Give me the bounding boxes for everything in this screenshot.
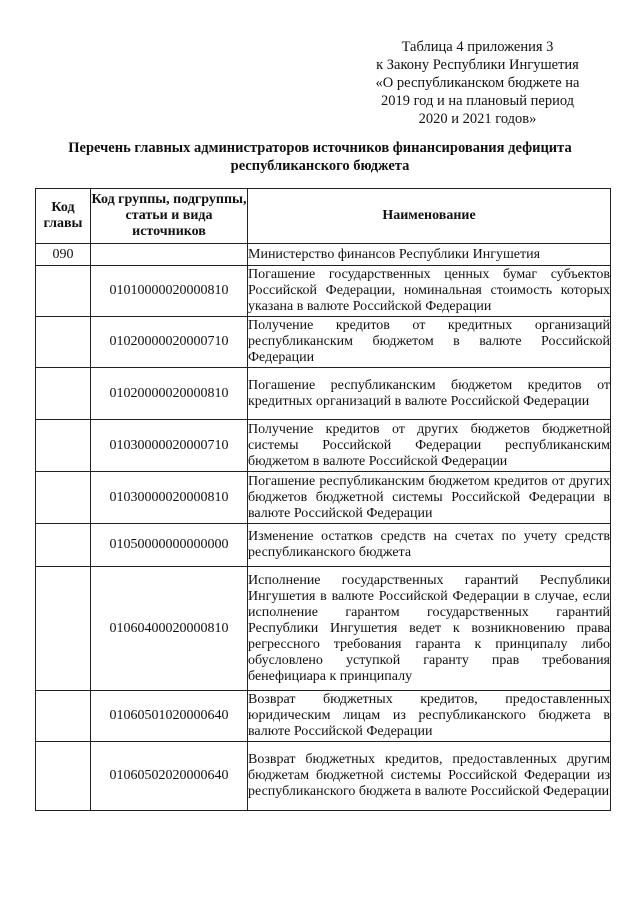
name-cell: [248, 368, 611, 420]
table-header-row: [36, 189, 611, 244]
name-cell: [248, 472, 611, 524]
name-cell: [248, 266, 611, 317]
appendix-note-line: 2019 год и на плановый период: [380, 93, 575, 109]
table-row: [36, 524, 611, 567]
appendix-note-line: к Закону Республики Ингушетия: [376, 57, 579, 73]
name-cell: [248, 420, 611, 472]
name-text: Министерство финансов Республики Ингушетия: [248, 246, 541, 262]
name-text: Исполнение государственных гарантий Республики Ингушетия в валюте Российской Федерации в случае, если исполнение гарантом государственных гарантий Республики Ингушетия ведет к возникновению права регрессного требования гаранта к принципалу либо обусловлено уступкой гаранту прав требования бенефициара к принципалу: [248, 572, 610, 684]
chapter-code-cell: [36, 420, 91, 472]
name-cell: [248, 317, 611, 368]
document-title: [30, 139, 610, 175]
chapter-code-cell: [36, 368, 91, 420]
table-row: [36, 420, 611, 472]
header-source-code: Код группы, подгруппы, статьи и вида источников: [91, 189, 248, 244]
chapter-code-cell: [36, 742, 91, 811]
header-chapter-code: Код главы: [36, 189, 91, 244]
source-code-cell: 01020000020000810: [91, 368, 248, 420]
name-text: Изменение остатков средств на счетах по учету средств республиканского бюджета: [248, 529, 610, 560]
table-row: [36, 742, 611, 811]
source-code-cell: 01010000020000810: [91, 266, 248, 317]
source-code-cell: 01050000000000000: [91, 524, 248, 567]
table-row: [36, 567, 611, 691]
name-text: Погашение республиканским бюджетом кредитов от других бюджетов бюджетной системы Российской Федерации в валюте Российской Федерации: [248, 473, 610, 521]
name-cell: [248, 742, 611, 811]
source-code-cell: 01060501020000640: [91, 691, 248, 742]
chapter-code-cell: [36, 472, 91, 524]
document-title-line: республиканского бюджета: [230, 158, 410, 174]
name-cell: [248, 691, 611, 742]
name-cell: [248, 567, 611, 691]
document-title-line: Перечень главных администраторов источников финансирования дефицита: [68, 140, 572, 156]
chapter-code-cell: [36, 524, 91, 567]
appendix-note-line: «О республиканском бюджете на: [375, 75, 580, 91]
name-cell: [248, 524, 611, 567]
source-code-cell: 01060400020000810: [91, 567, 248, 691]
table-row: [36, 472, 611, 524]
appendix-note-line: Таблица 4 приложения 3: [401, 39, 554, 55]
name-text: Получение кредитов от других бюджетов бюджетной системы Российской Федерации республиканским бюджетом в валюте Российской Федерации: [248, 421, 610, 469]
header-name: Наименование: [248, 189, 611, 244]
table-body: [36, 244, 611, 811]
source-code-cell: [91, 244, 248, 266]
appendix-note-line: 2020 и 2021 годов»: [418, 111, 537, 127]
source-code-cell: 01020000020000710: [91, 317, 248, 368]
table-row: [36, 691, 611, 742]
name-text: Погашение республиканским бюджетом кредитов от кредитных организаций в валюте Российской Федерации: [248, 377, 610, 409]
name-text: Получение кредитов от кредитных организаций республиканским бюджетом в валюте Российской Федерации: [248, 318, 610, 365]
name-text: Возврат бюджетных кредитов, предоставленных юридическим лицам из республиканского бюджета в валюте Российской Федерации: [248, 692, 610, 739]
chapter-code-cell: [36, 691, 91, 742]
name-text: Возврат бюджетных кредитов, предоставленных другим бюджетам бюджетной системы Российской Федерации из республиканского бюджета в валюте Российской Федерации: [248, 752, 610, 799]
chapter-code-cell: [36, 266, 91, 317]
chapter-code-cell: [36, 317, 91, 368]
table-row: [36, 266, 611, 317]
chapter-code-cell: 090: [36, 244, 91, 266]
source-code-cell: 01030000020000710: [91, 420, 248, 472]
name-cell: [248, 244, 611, 266]
table-row: [36, 368, 611, 420]
sources-table: [35, 188, 611, 811]
table-row: [36, 244, 611, 266]
source-code-cell: 01060502020000640: [91, 742, 248, 811]
source-code-cell: 01030000020000810: [91, 472, 248, 524]
table-row: [36, 317, 611, 368]
chapter-code-cell: [36, 567, 91, 691]
name-text: Погашение государственных ценных бумаг субъектов Российской Федерации, номинальная стоимость которых указана в валюте Российской Федерации: [248, 267, 610, 314]
appendix-note: [355, 38, 600, 128]
